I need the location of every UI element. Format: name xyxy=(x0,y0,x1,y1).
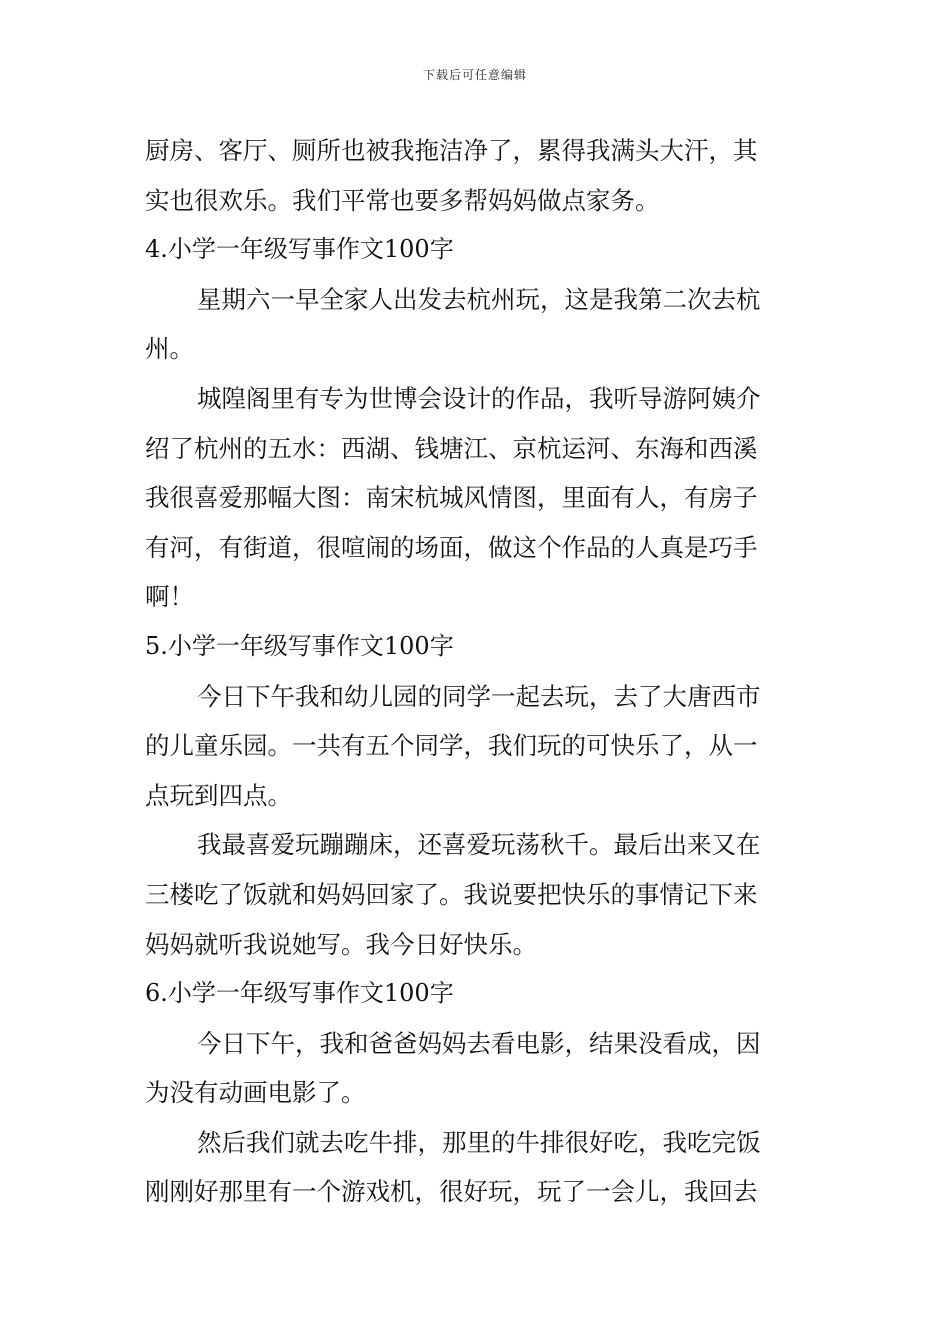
text-line: 啊！ xyxy=(145,582,194,612)
text-line: 实也很欢乐。我们平常也要多帮妈妈做点家务。 xyxy=(145,185,660,215)
text-line: 厨房、客厅、厕所也被我拖洁净了，累得我满头大汗，其 xyxy=(145,136,758,165)
text-line: 的儿童乐园。一共有五个同学，我们玩的可快乐了，从一 xyxy=(145,731,758,761)
paragraph-first-line: 城隍阁里有专为世博会设计的作品，我听导游阿姨介 xyxy=(197,383,761,413)
text-line: 点玩到四点。 xyxy=(145,780,292,810)
text-line: 三楼吃了饭就和妈妈回家了。我说要把快乐的事情记下来 xyxy=(145,879,758,909)
text-line: 州。 xyxy=(145,334,194,364)
section-heading: 5.小学一年级写事作文100字 xyxy=(145,631,454,660)
paragraph-first-line: 星期六一早全家人出发去杭州玩，这是我第二次去杭 xyxy=(197,284,761,314)
text-line: 刚刚好那里有一个游戏机，很好玩，玩了一会儿，我回去 xyxy=(145,1177,758,1207)
text-line: 绍了杭州的五水：西湖、钱塘江、京杭运河、东海和西溪 xyxy=(145,433,758,463)
paragraph-first-line: 今日下午我和幼儿园的同学一起去玩，去了大唐西市 xyxy=(197,681,761,711)
text-line: 我很喜爱那幅大图：南宋杭城风情图，里面有人，有房子 xyxy=(145,483,758,513)
paragraph-first-line: 今日下午，我和爸爸妈妈去看电影，结果没看成，因 xyxy=(197,1028,761,1058)
text-line: 为没有动画电影了。 xyxy=(145,1078,366,1108)
paragraph-first-line: 我最喜爱玩蹦蹦床，还喜爱玩荡秋千。最后出来又在 xyxy=(197,830,761,860)
paragraph-first-line: 然后我们就去吃牛排，那里的牛排很好吃，我吃完饭 xyxy=(197,1127,761,1157)
section-heading: 6.小学一年级写事作文100字 xyxy=(145,979,454,1008)
text-line: 妈妈就听我说她写。我今日好快乐。 xyxy=(145,929,537,959)
text-line: 有河，有街道，很喧闹的场面，做这个作品的人真是巧手 xyxy=(145,532,758,562)
section-heading: 4.小学一年级写事作文100字 xyxy=(145,235,454,264)
document-body xyxy=(145,126,807,1217)
header-note: 下载后可任意编辑 xyxy=(422,68,527,82)
